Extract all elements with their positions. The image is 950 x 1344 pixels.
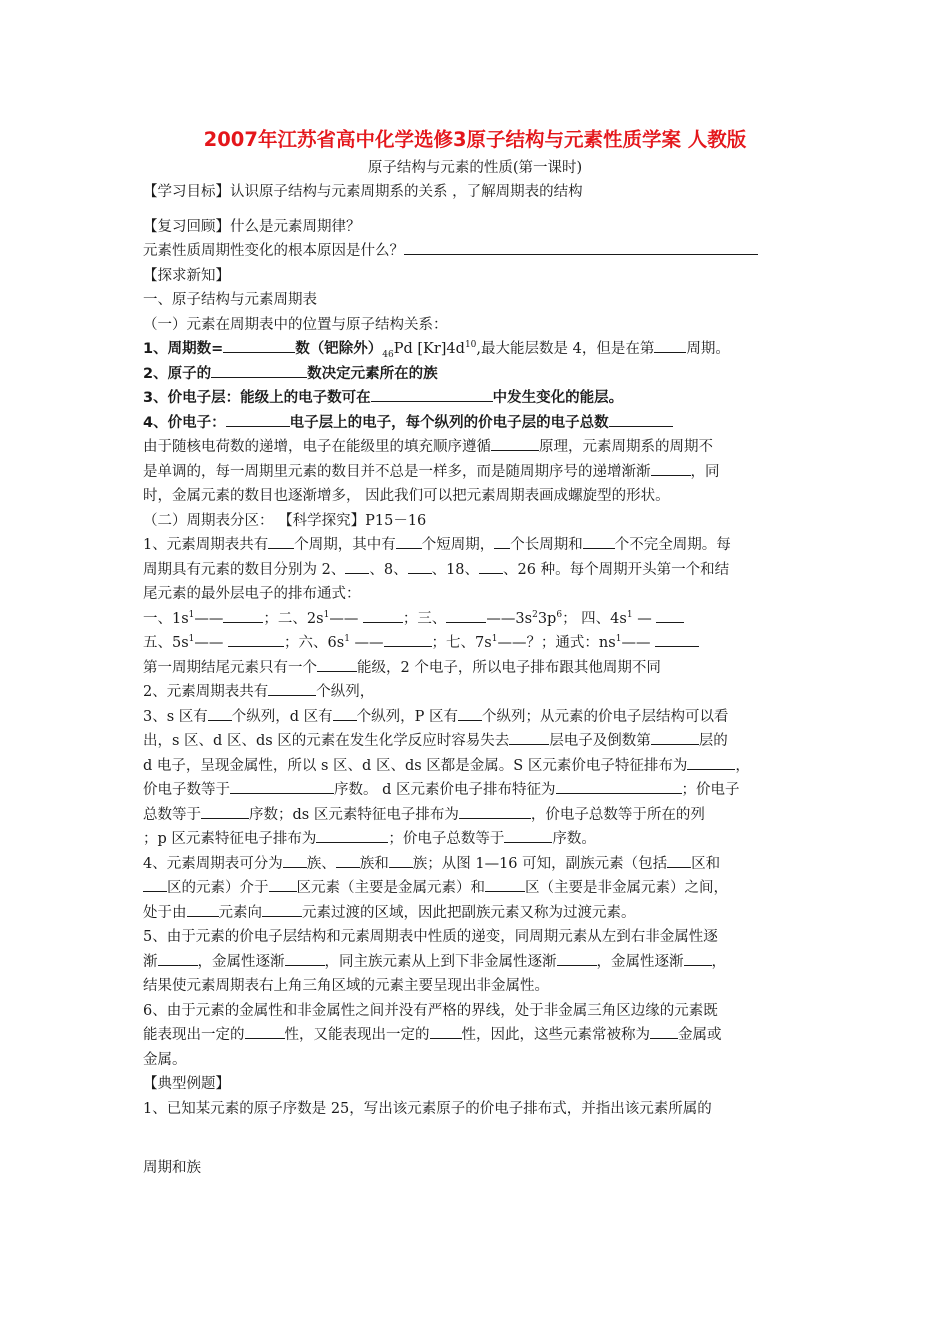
paragraph-text: 时，金属元素的数目也逐渐增多， 因此我们可以把元素周期表画成螺旋型的形状。 — [143, 488, 670, 504]
paragraph-text: 尾元素的最外层电子的排布通式： — [143, 586, 361, 602]
blank — [226, 411, 290, 427]
blank — [201, 803, 249, 819]
blank — [650, 1023, 678, 1039]
blank — [446, 607, 486, 623]
blank — [504, 827, 552, 843]
blank — [363, 607, 403, 623]
blank — [655, 631, 699, 647]
paragraph-text: 由于随核电荷数的递增，电子在能级里的填充顺序遵循 原理，元素周期系的周期不 — [143, 435, 808, 460]
blank — [228, 631, 284, 647]
paragraph-example-question: 1、已知某元素的原子序数是 25，写出该元素原子的价电子排布式，并指出该元素所属的 — [143, 1100, 712, 1117]
paragraph-text: 4、元素周期表可分为 族、 族和 族；从图 1—16 可知，副族元素（包括 区和 — [143, 852, 808, 877]
blank — [230, 778, 334, 794]
blank — [389, 852, 413, 868]
item-valence-electron: 4、价电子： 电子层上的电子，每个纵列的价电子层的电子总数 — [143, 411, 808, 436]
document-body — [143, 180, 808, 1121]
blank — [687, 754, 735, 770]
blank — [684, 950, 712, 966]
blank — [158, 950, 198, 966]
paragraph-example-question-end: 周期和族 — [143, 1160, 201, 1176]
blank — [654, 337, 686, 353]
blank — [245, 1023, 285, 1039]
paragraph-text: 价电子数等于 序数。 d 区元素价电子排布特征为 ；价电子 — [143, 778, 808, 803]
document-title: 2007年江苏省高中化学选修3原子结构与元素性质学案 人教版 — [203, 128, 747, 151]
blank — [345, 558, 369, 574]
blank — [656, 607, 684, 623]
blank — [458, 705, 482, 721]
paragraph-text: 6、由于元素的金属性和非金属性之间并没有严格的界线，处于非金属三角区边缘的元素既 — [143, 1002, 718, 1019]
paragraph-text: 五、$5s^1——$ ；六、$6s^1$ —— ；七、$7s^1——$？；通式：$ns^1——$ — [143, 631, 808, 656]
blank — [317, 656, 357, 672]
blank — [494, 533, 510, 549]
blank — [316, 827, 388, 843]
blank — [268, 680, 316, 696]
paragraph-review: 【复习回顾】什么是元素周期律？ — [143, 218, 361, 235]
blank — [651, 460, 691, 476]
paragraph-text: 区的元素）介于 区元素（主要是金属元素）和 区（主要是非金属元素）之间， — [143, 876, 808, 901]
blank — [556, 778, 682, 794]
document-subtitle: 原子结构与元素的性质(第一课时) — [367, 160, 583, 176]
paragraph-text: 3、s 区有 个纵列，d 区有 个纵列，P 区有 个纵列；从元素的价电子层结构可以看 — [143, 705, 808, 730]
blank — [404, 239, 758, 255]
paragraph-text: 是单调的，每一周期里元素的数目并不总是一样多，而是随周期序号的递增渐渐 ，同 — [143, 460, 808, 485]
paragraph-text: 结果使元素周期表右上角三角区域的元素主要呈现出非金属性。 — [143, 978, 549, 994]
paragraph-text: 渐 ，金属性逐渐 ，同主族元素从上到下非金属性逐渐 ，金属性逐渐 ， — [143, 950, 808, 975]
blank — [509, 729, 549, 745]
blank — [583, 533, 615, 549]
blank — [491, 435, 539, 451]
blank — [430, 1023, 462, 1039]
blank — [371, 386, 493, 402]
blank — [651, 729, 699, 745]
blank — [557, 950, 597, 966]
paragraph-text: 金属。 — [143, 1051, 187, 1068]
paragraph-text: 总数等于 序数；ds 区元素特征电子排布为 ，价电子总数等于所在的列 — [143, 803, 808, 828]
item-group-number: 2、原子的 数决定元素所在的族 — [143, 362, 808, 387]
paragraph-text: 5、由于元素的价电子层结构和元素周期表中性质的递变，同周期元素从左到右非金属性逐 — [143, 929, 718, 945]
blank — [262, 901, 302, 917]
section-heading-1: 一、原子结构与元素周期表 — [143, 292, 317, 308]
paragraph-text: 周期具有元素的数目分别为 2、 、8、 、18、 、26 种。每个周期开头第一个和结 — [143, 558, 808, 583]
paragraph-text: 出，s 区、d 区、ds 区的元素在发生化学反应时容易失去 层电子及倒数第 层的 — [143, 729, 808, 754]
paragraph-text: 1、元素周期表共有 个周期，其中有 个短周期， 个长周期和 个不完全周期。每 — [143, 533, 808, 558]
blank — [485, 876, 525, 892]
blank — [223, 337, 295, 353]
paragraph-learning-goal: 【学习目标】认识原子结构与元素周期系的关系 ，了解周期表的结构 — [143, 184, 583, 200]
paragraph-text: 能表现出一定的 性，又能表现出一定的 性，因此，这些元素常被称为 金属或 — [143, 1023, 808, 1048]
blank — [336, 852, 360, 868]
blank — [479, 558, 503, 574]
paragraph-text: 一、$1s^1——$ ；二、$2s^1——$ ；三、 $——3s^23p^6$； 四、$4s^1$ — — [143, 607, 808, 632]
section-heading-new-knowledge: 【探求新知】 — [143, 267, 230, 284]
blank — [396, 533, 422, 549]
paragraph-review-question: 元素性质周期性变化的根本原因是什么？ — [143, 239, 808, 264]
blank — [283, 852, 307, 868]
blank — [223, 607, 263, 623]
blank — [667, 852, 691, 868]
blank — [187, 901, 219, 917]
blank — [269, 876, 297, 892]
item-period-number: 1、周期数= 数（钯除外）$_{46}Pd$ $[Kr]4d^{10}$,最大能层数是 4，但是在第 周期。 — [143, 337, 808, 362]
paragraph-text: ；p 区元素特征电子排布为 ；价电子总数等于 序数。 — [143, 827, 808, 852]
blank — [285, 950, 325, 966]
blank — [211, 362, 307, 378]
subsection-heading-2: （二）周期表分区： 【科学探究】P15－16 — [143, 512, 427, 529]
blank — [333, 705, 357, 721]
blank — [459, 803, 531, 819]
blank — [143, 876, 167, 892]
blank — [609, 411, 673, 427]
blank — [384, 631, 432, 647]
paragraph-text: 第一周期结尾元素只有一个 能级，2 个电子，所以电子排布跟其他周期不同 — [143, 656, 808, 681]
blank — [408, 558, 432, 574]
paragraph-text: 处于由 元素向 元素过渡的区域，因此把副族元素又称为过渡元素。 — [143, 901, 808, 926]
blank — [268, 533, 294, 549]
item-valence-layer: 3、价电子层：能级上的电子数可在 中发生变化的能层。 — [143, 386, 808, 411]
paragraph-text: d 电子，呈现金属性，所以 s 区、d 区、ds 区都是金属。S 区元素价电子特征排布为 ， — [143, 754, 808, 779]
blank — [208, 705, 232, 721]
subsection-heading-1: （一）元素在周期表中的位置与原子结构关系： — [143, 316, 448, 333]
section-heading-examples: 【典型例题】 — [143, 1076, 230, 1092]
paragraph-text: 2、元素周期表共有 个纵列， — [143, 680, 808, 705]
